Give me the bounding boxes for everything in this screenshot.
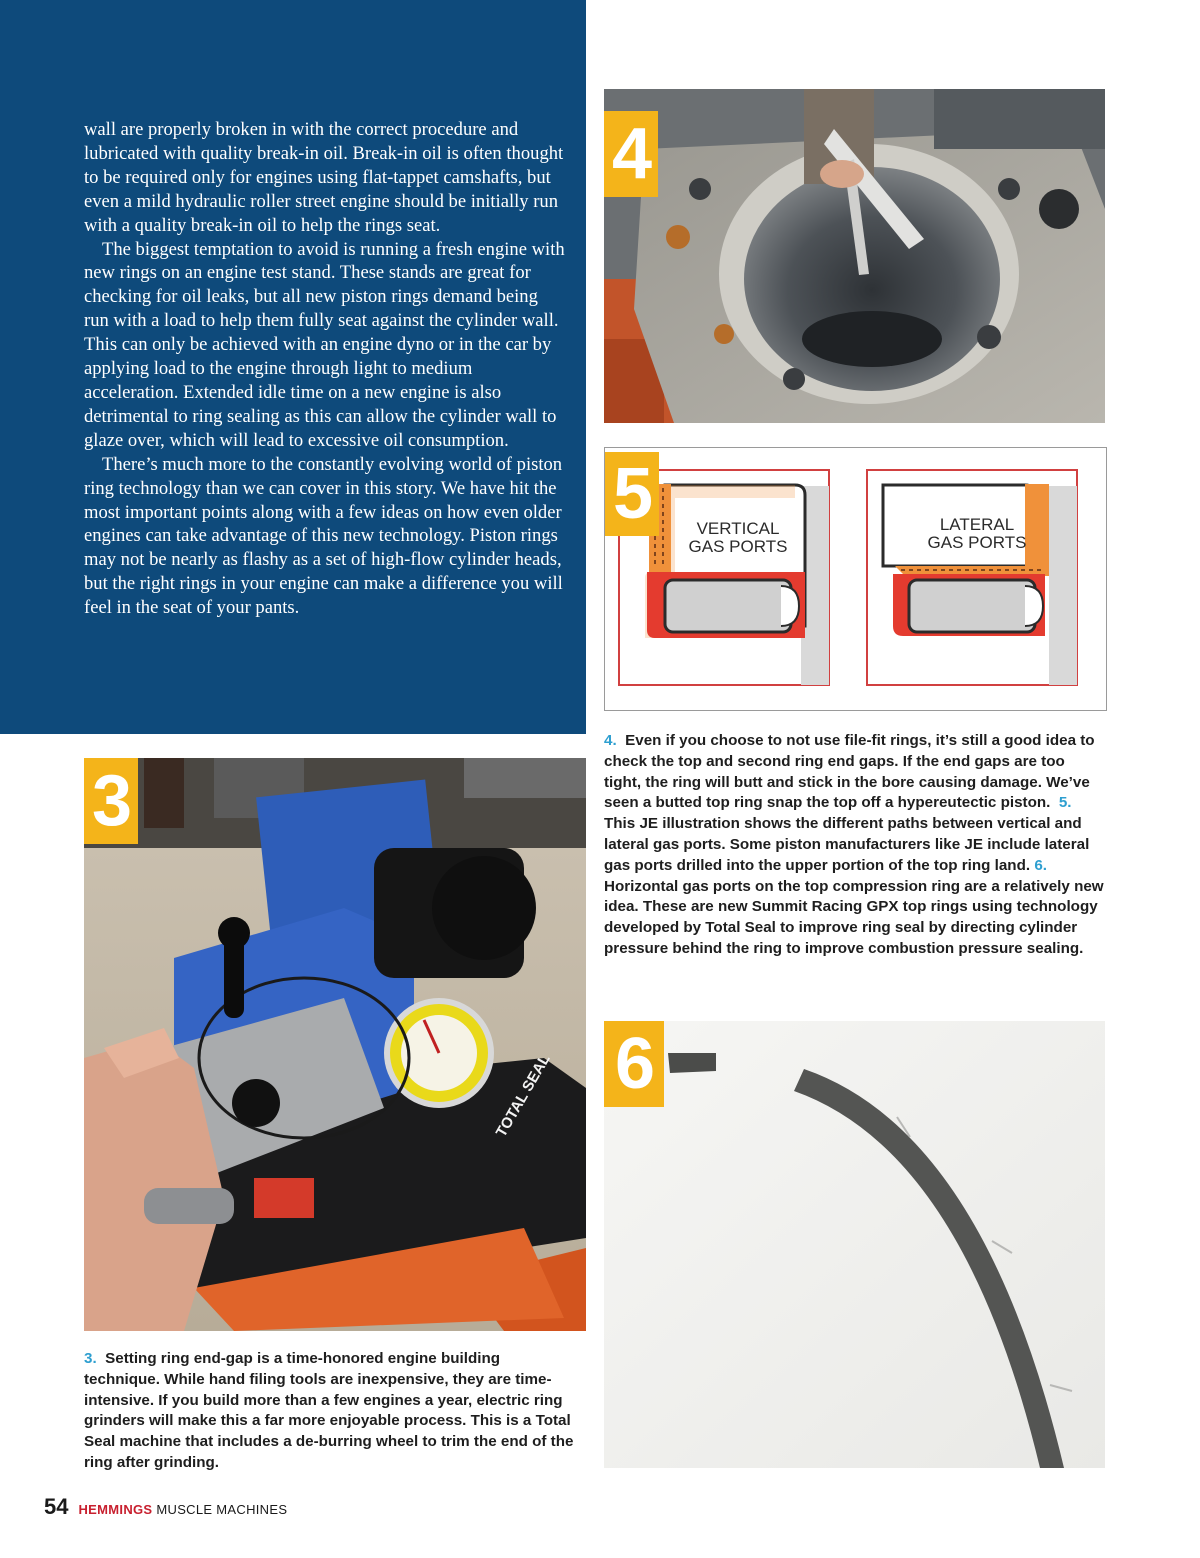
label-lateral: LATERAL [939,515,1015,534]
cylinder-bore-image [604,89,1105,423]
figure-5-diagram [604,447,1107,711]
caption-6-text: Horizontal gas ports on the top compression ring are a relatively new idea. These are new Summit Racing GPX top rings using technology developed by Total Seal to improve ring seal by directing cylinder pressure behind the ring to improve combustion pressure sealing. [604,877,1104,957]
caption-5-text: This JE illustration shows the different paths between vertical and lateral gas ports. Some piston manufacturers like JE include lateral gas ports drilled into the upper portion of the top ring land. [604,815,1090,874]
caption-4-text: Even if you choose to not use file-fit rings, it’s still a good idea to check the top and second ring end gaps. If the end gaps are too tight, the ring will butt and stick in the bore causing damage. We’ve seen a butted top ring snap the top off a hypereutectic piston. [604,732,1095,812]
piston-rings-image [604,1021,1105,1468]
caption-3-text: Setting ring end-gap is a time-honored engine building technique. While hand filing tools are inexpensive, they are time-intensive. If you build more than a few engines a year, electric ring grinders will make this a far more enjoyable process. This is a Total Seal machine that includes a de-burring wheel to trim the end of the ring after grinding. [84,1350,574,1471]
article-body [84,118,566,620]
page-number: 54 [44,1494,69,1519]
figure-6-photo [604,1021,1105,1468]
article-paragraph: The biggest temptation to avoid is running a fresh engine with new rings on an engine test stand. These stands are great for checking for oil leaks, but all new piston rings demand being run with a load to help them fully seat against the cylinder wall. This can only be achieved with an engine dyno or in the car by applying load to the engine through light to medium acceleration. Extended idle time on a new engine is also detrimental to ring sealing as this can allow the cylinder wall to glaze over, which will lead to excessive oil consumption. [84,238,565,451]
caption-3 [84,1349,576,1474]
figure-3-photo [84,758,586,1331]
label-vertical-ports: GAS PORTS [688,537,788,556]
magazine-name: MUSCLE MACHINES [156,1502,288,1517]
svg-text:TOTAL SEAL: TOTAL SEAL [492,1051,554,1140]
article-paragraph: wall are properly broken in with the correct procedure and lubricated with quality break-in oil. Break-in oil is often thought to be required only for engines using flat-tappet camshafts, but even a mild hydraulic roller street engine should be initially run with a quality break-in oil to help the rings seat. [84,119,564,236]
figure-6-badge: 6 [604,1021,664,1107]
label-vertical: VERTICAL [696,519,780,538]
caption-5-number: 5. [1058,794,1072,812]
figure-4-badge: 4 [604,111,658,197]
caption-4-5-6 [604,731,1104,960]
caption-6-number: 6. [1034,856,1047,874]
caption-3-number: 3. [84,1350,97,1367]
page-footer [44,1494,287,1520]
magazine-brand: HEMMINGS [78,1502,153,1517]
article-paragraph: There’s much more to the constantly evolving world of piston ring technology than we can cover in this story. We have hit the most important points along with a few ideas on how even older engines can take advantage of this new technology. Piston rings may not be nearly as flashy as a set of high-flow cylinder heads, but the right rings in your engine can make a difference you will feel in the seat of your pants. [84,453,563,619]
figure-3-badge: 3 [84,758,138,844]
gas-ports-illustration [605,448,1106,710]
sidebar-text-panel [0,0,586,734]
ring-grinder-image [84,758,586,1331]
caption-4-number: 4. [604,732,617,749]
figure-4-photo [604,89,1105,423]
label-lateral-ports: GAS PORTS [927,533,1027,552]
figure-5-badge: 5 [605,452,659,536]
